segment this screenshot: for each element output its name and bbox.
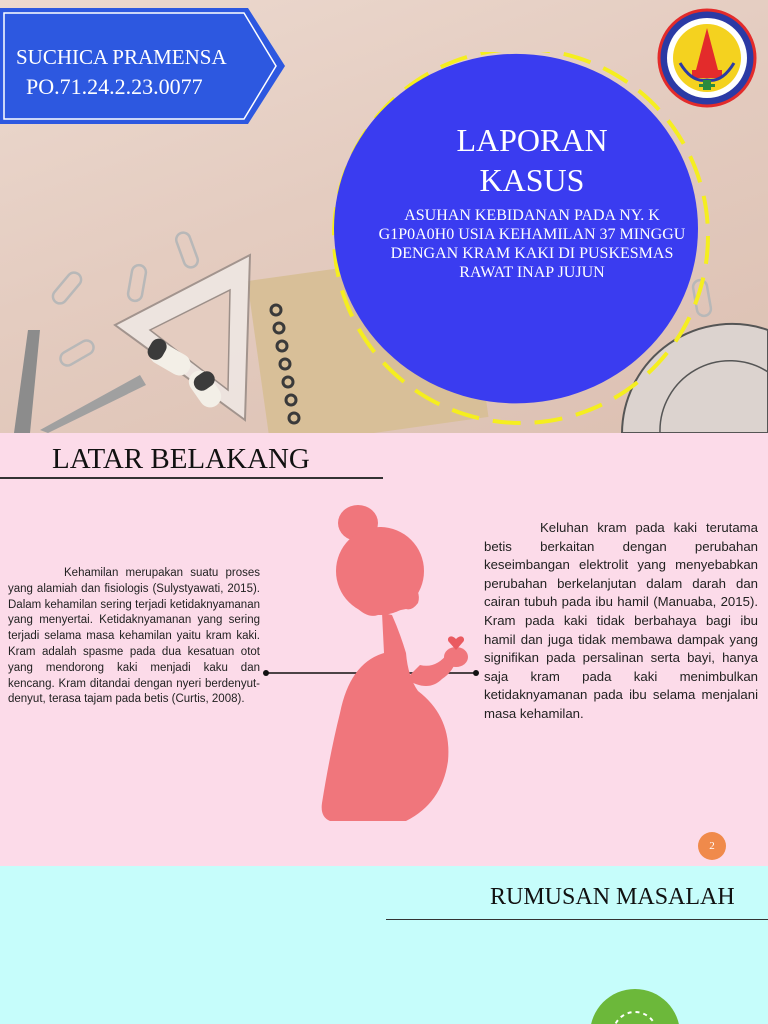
author-name: SUCHICA PRAMENSA: [16, 45, 227, 69]
cover-slide: [0, 0, 768, 433]
paragraph-right: Keluhan kram pada kaki terutama betis berkaitan dengan perubahan keseimbangan elektrolit yang menyebabkan perubahan berkelanjutan dalam darah dan cairan tubuh pada ibu hamil (Manuaba, 2015). Kram pada kaki tidak berbahaya bagi ibu hamil dan juga tidak membawa dampak yang signifikan pada persalinan serta bayi, hanya saja kram pada kaki menimbulkan ketidaknyamanan pada ibu selama menjalani masa kehamilan.: [484, 520, 758, 721]
institution-logo: [652, 8, 762, 108]
background-slide: [0, 433, 768, 866]
author-student-id: PO.71.24.2.23.0077: [26, 74, 203, 99]
page-number-badge: 2: [698, 832, 726, 860]
triangle-ruler-illustration: [115, 255, 250, 420]
main-title: [392, 120, 672, 200]
case-subtitle: ASUHAN KEBIDANAN PADA NY. K G1P0A0H0 USIA KEHAMILAN 37 MINGGU DENGAN KRAM KAKI DI PUSKESMAS RAWAT INAP JUJUN: [378, 207, 686, 281]
heart-icon: [448, 636, 464, 650]
connector-dot-left: [263, 670, 269, 676]
paragraph-left: Kehamilan merupakan suatu proses yang alamiah dan fisiologis (Sulystyawati, 2015). Dalam kehamilan sering terjadi ketidaknyamanan yang menyertai. Ketidaknyamanan yang sering terjadi selama masa kehamilan yaitu kram kaki. Kram adalah spasme pada dua kesatuan otot yang mendorong kaki menjadi kaku dan kencang. Kram ditandai dengan nyeri berdenyut-denyut, terasa tajam pada betis (Curtis, 2008).: [8, 567, 260, 706]
lightbulb-icon: [590, 986, 680, 1024]
section-title: RUMUSAN MASALAH: [490, 884, 735, 910]
section-title: LATAR BELAKANG: [52, 443, 310, 475]
problem-statement-slide: [0, 866, 768, 1024]
title-underline: [386, 919, 768, 920]
scissors-illustration: [14, 330, 146, 433]
title-underline: [0, 477, 383, 479]
title-line-1: LAPORAN: [456, 122, 608, 158]
title-line-2: KASUS: [479, 162, 585, 198]
pregnant-woman-silhouette: [310, 503, 490, 823]
